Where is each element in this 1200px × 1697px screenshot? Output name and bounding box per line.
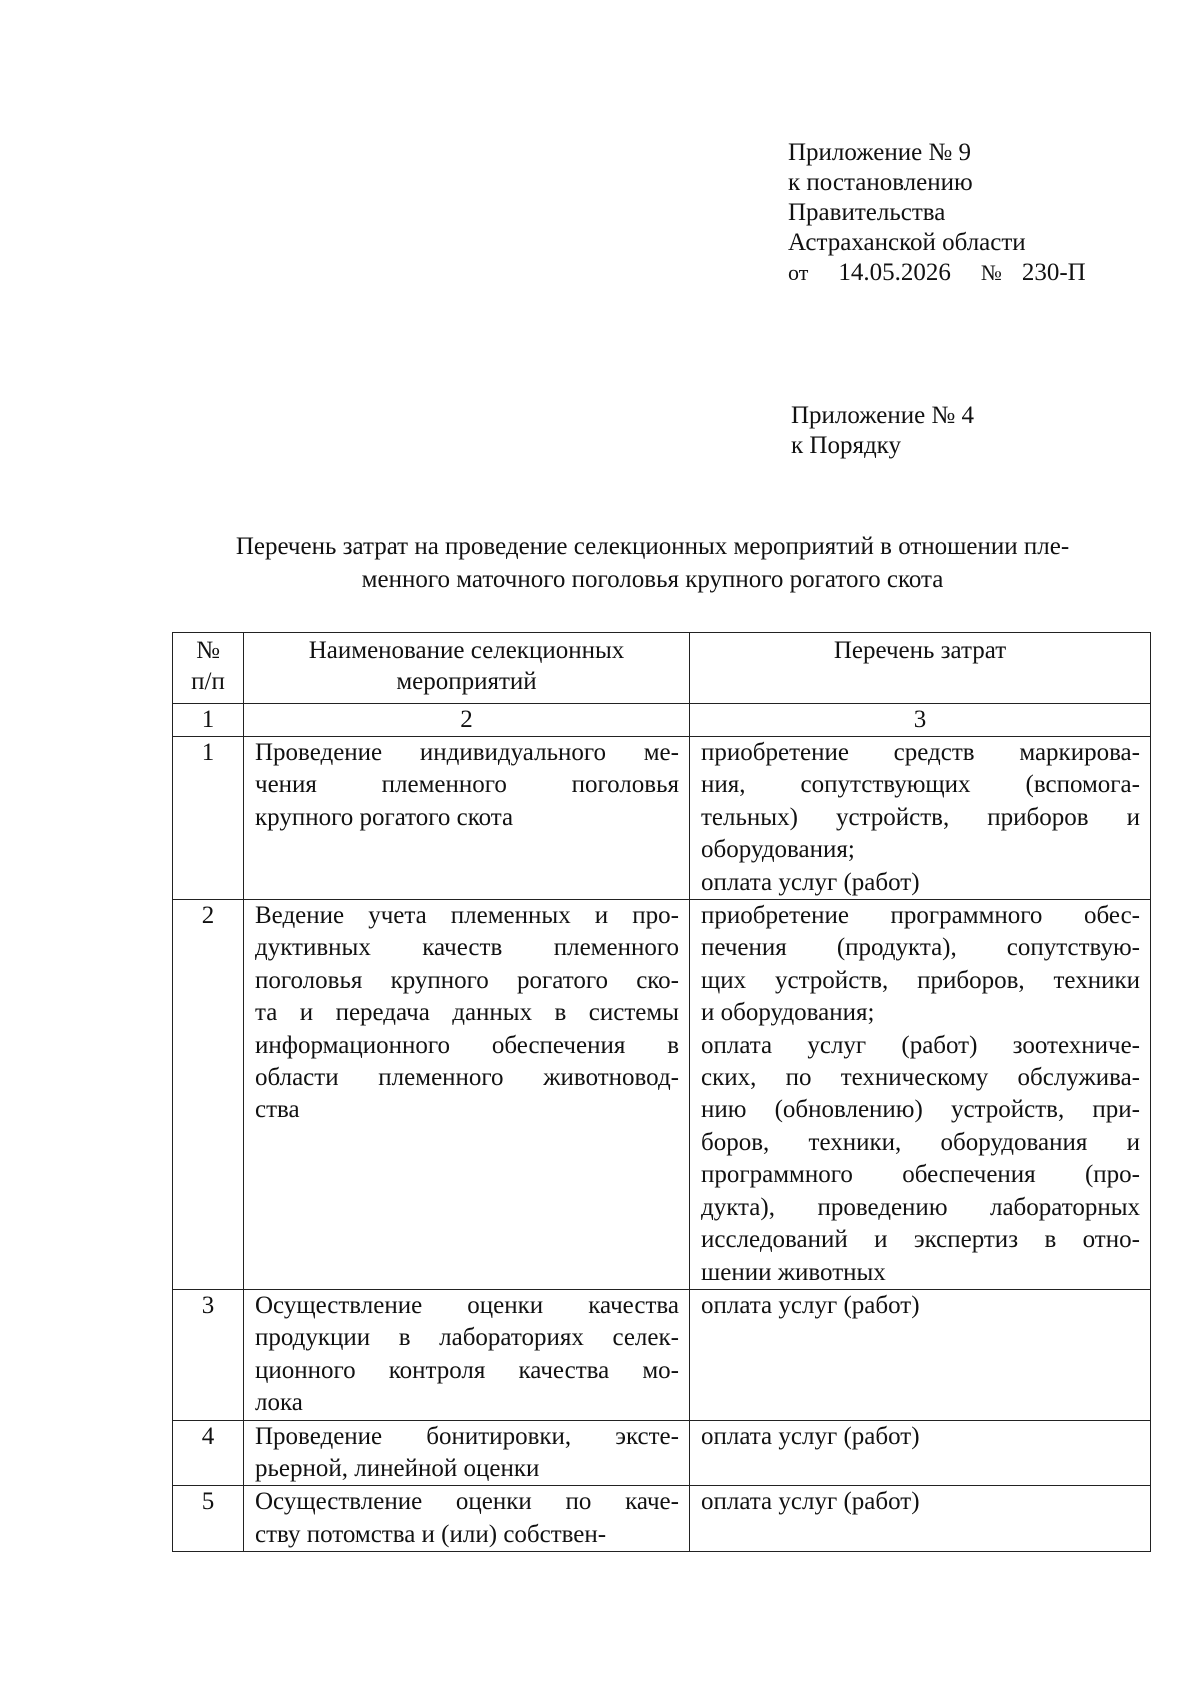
appendix-9-title: Приложение № 9: [788, 139, 972, 166]
column-number: 3: [690, 704, 1151, 737]
costs-text-line: оплата услуг (работ): [701, 1291, 920, 1319]
appendix-9-block: [788, 138, 1086, 288]
row-activity-cell: [244, 1486, 690, 1552]
row-activity-cell: [244, 1289, 690, 1420]
row-costs-cell: [690, 1420, 1151, 1486]
costs-text-line: щих устройств, приборов, техники: [701, 966, 1140, 994]
row-number-cell: 5: [173, 1486, 244, 1552]
row-costs-cell: [690, 737, 1151, 900]
table-row: [173, 737, 1151, 900]
header-costs-cell: [690, 633, 1151, 704]
activity-text-line: области племенного животновод-: [255, 1064, 679, 1092]
document-title: [170, 530, 1135, 596]
table-row: [173, 1289, 1151, 1420]
activity-text-line: ционного контроля качества мо-: [255, 1356, 679, 1384]
appendix-9-line2: к постановлению: [788, 169, 973, 196]
header-number-symbol: №: [196, 637, 220, 664]
activity-text-line: крупного рогатого скота: [255, 803, 514, 831]
costs-text-line: тельных) устройств, приборов и: [701, 803, 1140, 831]
column-number-row: [173, 704, 1151, 737]
header-name-line2: мероприятий: [396, 668, 537, 695]
activity-text-line: та и передача данных в системы: [255, 999, 679, 1027]
activity-text-line: дуктивных качеств племенного: [255, 934, 679, 962]
activity-text-line: чения племенного поголовья: [255, 771, 679, 799]
table-row: [173, 1420, 1151, 1486]
costs-text-line: приобретение программного обес-: [701, 902, 1140, 930]
costs-text-line: оплата услуг (работ): [701, 1422, 920, 1450]
costs-text-line: и оборудования;: [701, 999, 875, 1027]
appendix-4-line2: к Порядку: [791, 432, 901, 459]
header-number-cell: [173, 633, 244, 704]
resolution-number: 230-П: [1021, 259, 1086, 286]
costs-text-line: оплата услуг (работ) зоотехниче-: [701, 1031, 1140, 1059]
costs-text-line: программного обеспечения (про-: [701, 1161, 1140, 1189]
costs-text-line: нию (обновлению) устройств, при-: [701, 1096, 1140, 1124]
appendix-9-line4: Астраханской области: [788, 229, 1026, 256]
row-activity-cell: [244, 900, 690, 1290]
costs-text-line: ских, по техническому обслужива-: [701, 1064, 1140, 1092]
activity-text-line: информационного обеспечения в: [255, 1031, 679, 1059]
table-body: [173, 737, 1151, 1552]
activity-text-line: поголовья крупного рогатого ско-: [255, 966, 679, 994]
costs-table: [172, 632, 1151, 1552]
document-title-line1: Перечень затрат на проведение селекционных мероприятий в отношении пле-: [235, 533, 1070, 560]
activity-text-line: Осуществление оценки по каче-: [255, 1488, 679, 1516]
costs-text-line: печения (продукта), сопутствую-: [701, 934, 1140, 962]
date-prefix: от: [788, 260, 809, 285]
costs-text-line: ния, сопутствующих (вспомога-: [701, 771, 1140, 799]
appendix-4-block: [791, 401, 974, 461]
costs-text-line: оплата услуг (работ): [701, 868, 920, 896]
appendix-4-title: Приложение № 4: [791, 402, 975, 429]
costs-text-line: оплата услуг (работ): [701, 1488, 920, 1516]
row-number-cell: 1: [173, 737, 244, 900]
header-number-label: п/п: [191, 668, 225, 695]
activity-text-line: продукции в лабораториях селек-: [255, 1324, 679, 1352]
row-activity-cell: [244, 737, 690, 900]
appendix-9-line3: Правительства: [788, 199, 946, 226]
column-number: 2: [244, 704, 690, 737]
table-row: [173, 900, 1151, 1290]
resolution-date: 14.05.2026: [838, 259, 951, 286]
row-costs-cell: [690, 1486, 1151, 1552]
row-activity-cell: [244, 1420, 690, 1486]
activity-text-line: рьерной, линейной оценки: [255, 1454, 540, 1482]
activity-text-line: Ведение учета племенных и про-: [255, 902, 679, 930]
header-name-line1: Наименование селекционных: [308, 637, 625, 664]
activity-text-line: Проведение индивидуального ме-: [255, 739, 679, 766]
appendix-9-date-line: [788, 258, 1086, 288]
row-costs-cell: [690, 1289, 1151, 1420]
costs-text-line: приобретение средств маркирова-: [701, 739, 1140, 766]
table-row: [173, 1486, 1151, 1552]
activity-text-line: лока: [255, 1389, 303, 1417]
costs-text-line: оборудования;: [701, 836, 855, 864]
costs-text-line: дукта), проведению лабораторных: [701, 1193, 1140, 1221]
activity-text-line: Проведение бонитировки, эксте-: [255, 1422, 679, 1450]
header-name-cell: [244, 633, 690, 704]
row-number-cell: 2: [173, 900, 244, 1290]
number-prefix: №: [980, 260, 1002, 285]
row-number-cell: 3: [173, 1289, 244, 1420]
row-costs-cell: [690, 900, 1151, 1290]
table-header-row: [173, 633, 1151, 704]
costs-text-line: шении животных: [701, 1258, 886, 1286]
activity-text-line: ству потомства и (или) собствен-: [255, 1520, 607, 1548]
header-costs-label: Перечень затрат: [833, 637, 1007, 664]
document-title-line2: менного маточного поголовья крупного рогатого скота: [361, 566, 944, 593]
activity-text-line: ства: [255, 1096, 300, 1124]
activity-text-line: Осуществление оценки качества: [255, 1291, 679, 1319]
row-number-cell: 4: [173, 1420, 244, 1486]
costs-text-line: исследований и экспертиз в отно-: [701, 1226, 1140, 1254]
column-number: 1: [173, 704, 244, 737]
costs-text-line: боров, техники, оборудования и: [701, 1128, 1140, 1156]
